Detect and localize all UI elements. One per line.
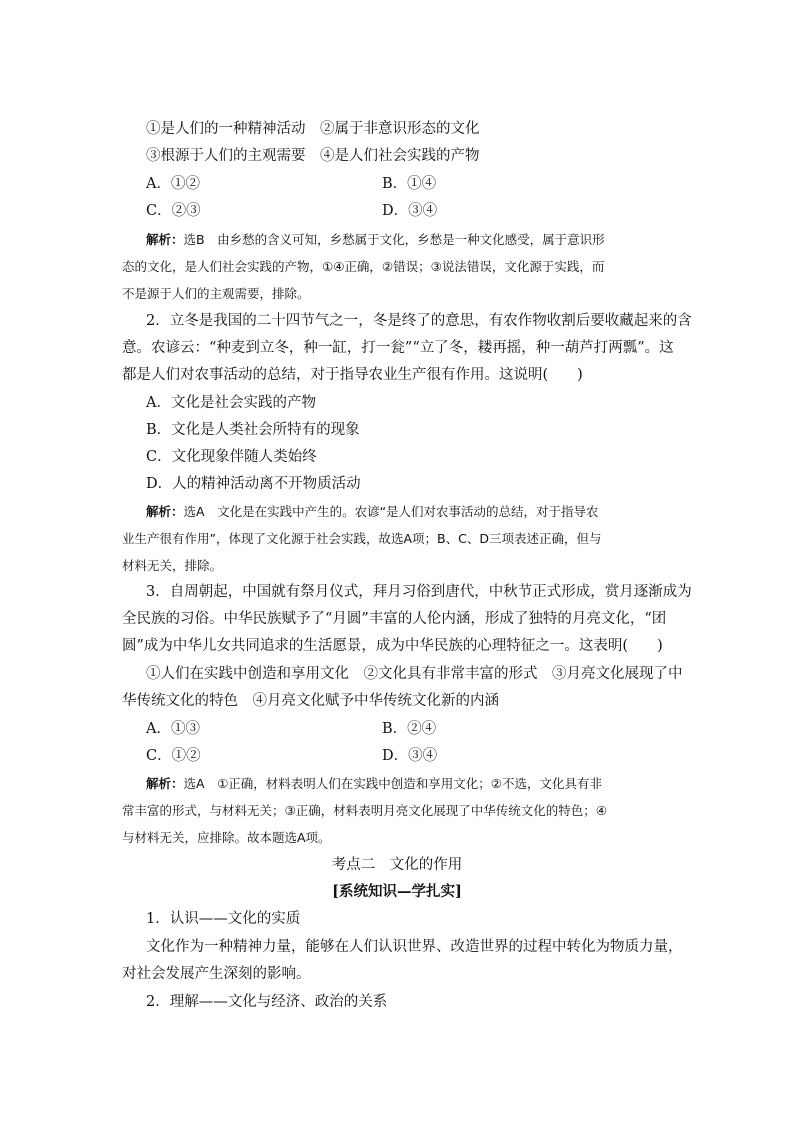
- q2-option-b: B．文化是人类社会所特有的现象: [146, 422, 360, 438]
- q3-option-a: A．①③: [146, 721, 200, 737]
- q1-analysis-line-2: 态的文化，是人们社会实践的产物，①④正确，②错误；③说法错误，文化源于实践，而: [122, 259, 605, 274]
- q3-statements-line-1: ①人们在实践中创造和享用文化 ②文化具有非常丰富的形式 ③月亮文化展现了中: [146, 666, 683, 682]
- q1-option-c: C．②③: [146, 203, 201, 219]
- q3-analysis-line-1: 解析：选A ①正确，材料表明人们在实践中创造和享用文化；②不选，文化具有非: [146, 776, 602, 791]
- q3-analysis-line-2: 常丰富的形式，与材料无关；③正确，材料表明月亮文化展现了中华传统文化的特色；④: [122, 803, 607, 818]
- q1-analysis-line-3: 不是源于人们的主观需要，排除。: [122, 286, 310, 301]
- q2-analysis-label: 解析：: [146, 504, 184, 519]
- q2-stem-line-1: 2．立冬是我国的二十四节气之一，冬是终了的意思，有农作物收割后要收藏起来的含: [146, 313, 692, 329]
- q2-analysis-line-3: 材料无关，排除。: [122, 558, 223, 573]
- q1-option-a: A．①②: [146, 176, 200, 192]
- item1-title: 1．认识——文化的实质: [146, 911, 301, 927]
- q2-option-d: D．人的精神活动离不开物质活动: [146, 476, 361, 492]
- q3-stem-line-3: 圆”成为中华儿女共同追求的生活愿景，成为中华民族的心理特征之一。这表明( ): [122, 638, 663, 654]
- item2-title: 2．理解——文化与经济、政治的关系: [146, 994, 388, 1010]
- section-subtitle: [系统知识—学扎实]: [332, 883, 462, 900]
- q3-option-d: D．③④: [382, 748, 438, 764]
- q1-option-d: D．③④: [382, 203, 438, 219]
- q3-stem-line-2: 全民族的习俗。中华民族赋予了“月圆”丰富的人伦内涵，形成了独特的月亮文化，“团: [122, 611, 667, 627]
- q2-analysis-line-1: 解析：选A 文化是在实践中产生的。农谚“是人们对农事活动的总结，对于指导农: [146, 504, 599, 519]
- q2-stem-line-2: 意。农谚云：“种麦到立冬，种一缸，打一瓮”“立了冬，耧再摇，种一葫芦打两瓢”。这: [122, 340, 674, 356]
- q2-stem-line-3: 都是人们对农事活动的总结，对于指导农业生产很有作用。这说明( ): [122, 367, 583, 383]
- q3-analysis-line-3: 与材料无关，应排除。故本题选A项。: [122, 830, 331, 845]
- q3-stem-line-1: 3．自周朝起，中国就有祭月仪式，拜月习俗到唐代，中秋节正式形成，赏月逐渐成为: [146, 584, 692, 600]
- q1-option-b: B．①④: [382, 176, 437, 192]
- section-title: 考点二 文化的作用: [331, 857, 463, 873]
- q3-option-c: C．①②: [146, 748, 201, 764]
- q1-statements-line-1: ①是人们的一种精神活动 ②属于非意识形态的文化: [146, 121, 480, 137]
- q1-analysis-line-1: 解析：选B 由乡愁的含义可知，乡愁属于文化，乡愁是一种文化感受，属于意识形: [146, 232, 605, 247]
- q1-statements-line-2: ③根源于人们的主观需要 ④是人们社会实践的产物: [146, 148, 480, 164]
- item1-body-line-2: 对社会发展产生深刻的影响。: [122, 966, 311, 982]
- q2-option-c: C．文化现象伴随人类始终: [146, 449, 317, 465]
- item1-body-line-1: 文化作为一种精神力量，能够在人们认识世界、改造世界的过程中转化为物质力量，: [146, 939, 683, 955]
- q3-statements-line-2: 华传统文化的特色 ④月亮文化赋予中华传统文化新的内涵: [122, 693, 499, 709]
- q2-option-a: A．文化是社会实践的产物: [146, 395, 316, 411]
- q3-option-b: B．②④: [382, 721, 437, 737]
- q3-analysis-label: 解析：: [146, 776, 184, 791]
- q2-analysis-line-2: 业生产很有作用”，体现了文化源于社会实践，故选A项；B、C、D三项表述正确，但与: [122, 531, 602, 546]
- q1-analysis-label: 解析：: [146, 232, 184, 247]
